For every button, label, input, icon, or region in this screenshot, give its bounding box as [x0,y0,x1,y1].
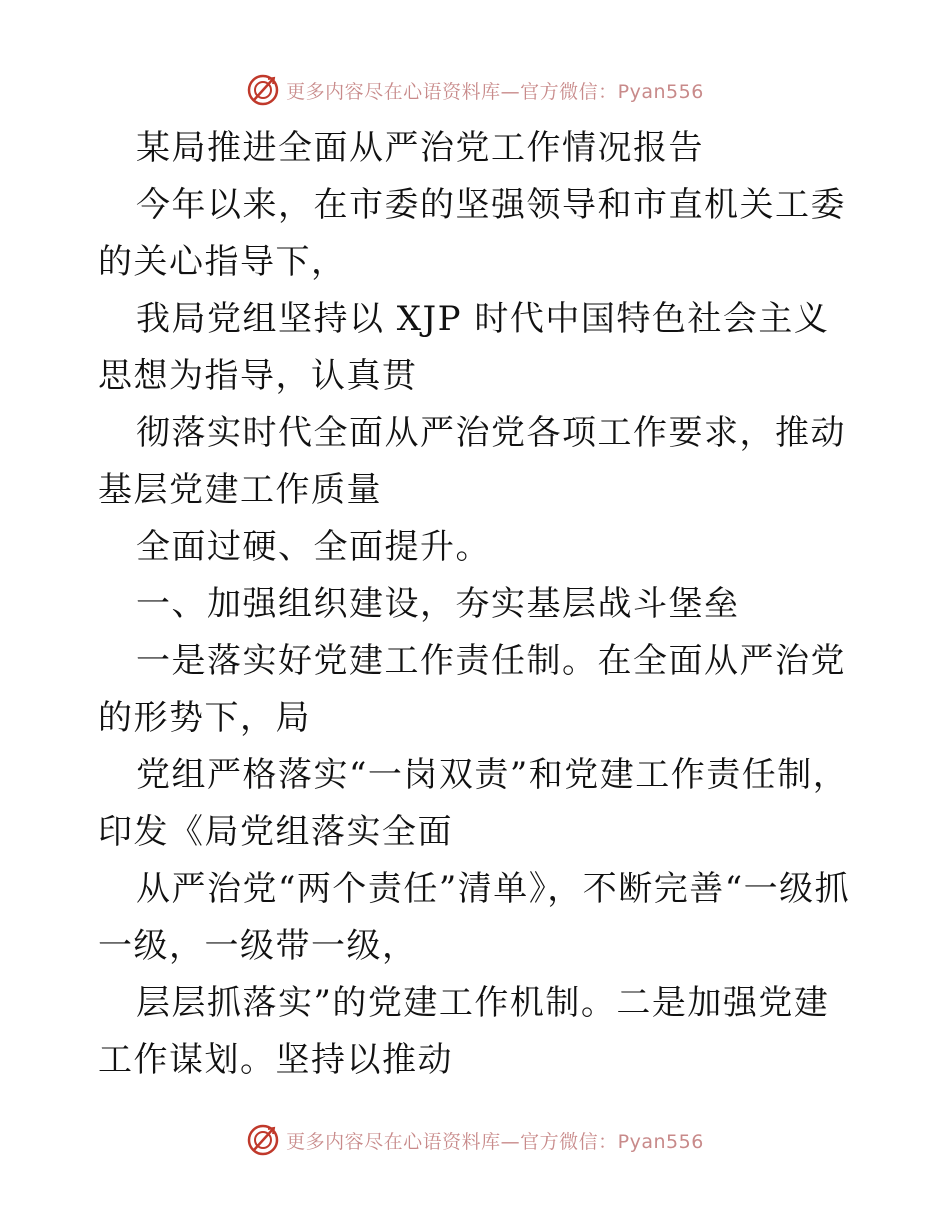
paragraph: 今年以来，在市委的坚强领导和市直机关工委的关心指导下， [98,185,846,282]
logo-icon [246,1123,280,1157]
paragraph: 我局党组坚持以 XJP 时代中国特色社会主义思想为指导，认真贯 [98,299,830,396]
paragraph: 层层抓落实”的党建工作机制。二是加强党建工作谋划。坚持以推动 [98,983,830,1080]
header-banner [0,70,950,110]
paragraph: 彻落实时代全面从严治党各项工作要求，推动基层党建工作质量 [98,413,846,510]
section-heading: 一、加强组织建设，夯实基层战斗堡垒 [136,584,740,624]
logo-icon [246,73,280,107]
document-title: 某局推进全面从严治党工作情况报告 [136,128,704,168]
paragraph: 全面过硬、全面提升。 [136,527,491,567]
document-body [98,120,858,1089]
footer-banner-text: 更多内容尽在心语资料库—官方微信：Pyan556 [286,1130,704,1153]
paragraph: 从严治党“两个责任”清单》，不断完善“一级抓一级，一级带一级， [98,869,851,966]
header-banner-text: 更多内容尽在心语资料库—官方微信：Pyan556 [286,80,704,103]
footer-banner [0,1120,950,1160]
paragraph: 一是落实好党建工作责任制。在全面从严治党的形势下，局 [98,641,846,738]
paragraph: 党组严格落实“一岗双责”和党建工作责任制，印发《局党组落实全面 [98,755,849,852]
